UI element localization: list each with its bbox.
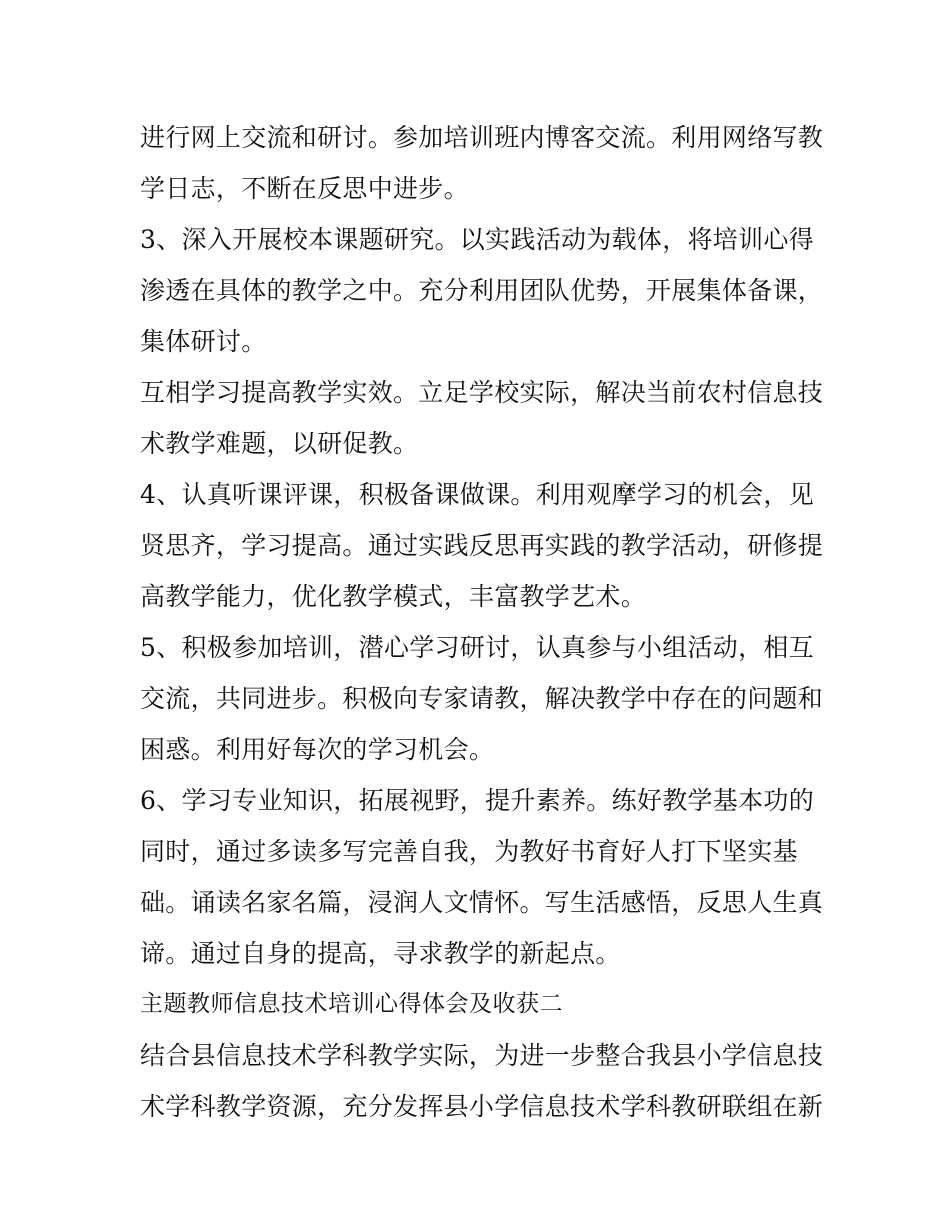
paragraph-line: 谛。通过自身的提高，寻求教学的新起点。 bbox=[140, 939, 621, 968]
paragraph-line: 交流，共同进步。积极向专家请教，解决教学中存在的问题和 bbox=[140, 684, 824, 713]
paragraph-line: 础。诵读名家名篇，浸润人文情怀。写生活感悟，反思人生真 bbox=[140, 888, 824, 917]
paragraph-line: 贤思齐，学习提高。通过实践反思再实践的教学活动，研修提 bbox=[140, 531, 824, 560]
paragraph-line: 术教学难题，以研促教。 bbox=[140, 429, 419, 458]
paragraph-line: 困惑。利用好每次的学习机会。 bbox=[140, 735, 495, 764]
paragraph-line: 结合县信息技术学科教学实际，为进一步整合我县小学信息技 bbox=[140, 1041, 824, 1070]
paragraph-line: 渗透在具体的教学之中。充分利用团队优势，开展集体备课， bbox=[140, 276, 824, 305]
paragraph-line: 进行网上交流和研讨。参加培训班内博客交流。利用网络写教 bbox=[140, 123, 824, 152]
section-heading: 主题教师信息技术培训心得体会及收获二 bbox=[140, 991, 563, 1017]
document-body bbox=[140, 112, 830, 1132]
paragraph-line: 4、认真听课评课，积极备课做课。利用观摩学习的机会，见 bbox=[140, 480, 815, 509]
paragraph-line: 集体研讨。 bbox=[140, 327, 267, 356]
paragraph-line: 术学科教学资源，充分发挥县小学信息技术学科教研联组在新 bbox=[140, 1092, 824, 1121]
paragraph-line: 互相学习提高教学实效。立足学校实际，解决当前农村信息技 bbox=[140, 378, 824, 407]
paragraph-line: 3、深入开展校本课题研究。以实践活动为载体，将培训心得 bbox=[140, 225, 815, 254]
paragraph-line: 6、学习专业知识，拓展视野，提升素养。练好教学基本功的 bbox=[140, 786, 815, 815]
paragraph-line: 高教学能力，优化教学模式，丰富教学艺术。 bbox=[140, 582, 647, 611]
paragraph-line: 5、积极参加培训，潜心学习研讨，认真参与小组活动，相互 bbox=[140, 633, 815, 662]
paragraph-line: 同时，通过多读多写完善自我，为教好书育好人打下坚实基 bbox=[140, 837, 798, 866]
paragraph-line: 学日志，不断在反思中进步。 bbox=[140, 174, 469, 203]
